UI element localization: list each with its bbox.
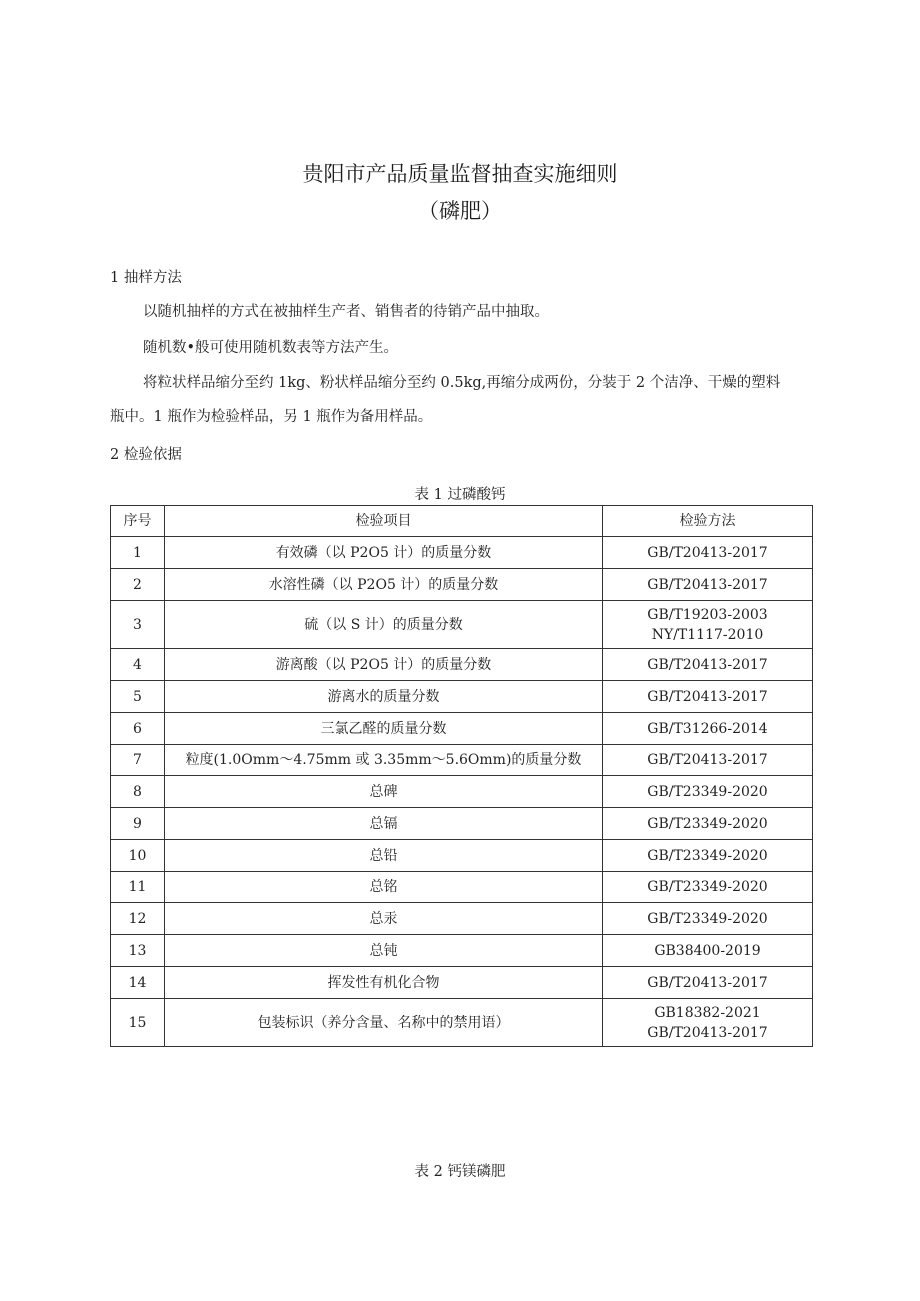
- cell-inspection-item: 有效磷（以 P2O5 计）的质量分数: [165, 537, 603, 569]
- method-standard: GB/T23349-2020: [647, 910, 768, 927]
- method-standard: NY/T1117-2010: [651, 626, 764, 643]
- table-row: [111, 537, 813, 569]
- method-standard: GB/T23349-2020: [647, 815, 768, 832]
- cell-serial-number: 9: [111, 808, 165, 840]
- cell-inspection-item: 总铭: [165, 872, 603, 903]
- document-title: 贵阳市产品质量监督抽查实施细则: [302, 162, 618, 186]
- inspection-table: [110, 505, 813, 1047]
- paragraph-random-number: 随机数•般可使用随机数表等方法产生。: [143, 340, 399, 356]
- table-row: [111, 999, 813, 1047]
- cell-serial-number: 5: [111, 681, 165, 713]
- table-row: [111, 903, 813, 935]
- method-standard: GB/T19203-2003: [647, 606, 768, 623]
- cell-inspection-method: [603, 745, 813, 776]
- cell-serial-number: 8: [111, 776, 165, 808]
- method-standard: GB/T20413-2017: [647, 656, 768, 673]
- table-row: [111, 808, 813, 840]
- method-standard: GB/T23349-2020: [647, 847, 768, 864]
- table-body: [111, 537, 813, 1047]
- method-standard: GB/T31266-2014: [647, 720, 768, 737]
- cell-inspection-item: 三氯乙醛的质量分数: [165, 713, 603, 745]
- cell-serial-number: 11: [111, 872, 165, 903]
- table-row: [111, 569, 813, 601]
- section-2-heading: 2 检验依据: [110, 447, 182, 463]
- cell-inspection-item: 总镉: [165, 808, 603, 840]
- method-standard: GB/T20413-2017: [647, 752, 768, 768]
- cell-inspection-item: 总铅: [165, 840, 603, 872]
- cell-inspection-method: [603, 649, 813, 681]
- cell-inspection-method: [603, 776, 813, 808]
- table-row: [111, 681, 813, 713]
- paragraph-sample-bottles: 瓶中。1 瓶作为检验样品，另 1 瓶作为备用样品。: [110, 409, 433, 425]
- cell-inspection-item: 总汞: [165, 903, 603, 935]
- cell-inspection-method: [603, 840, 813, 872]
- cell-inspection-item: 总碑: [165, 776, 603, 808]
- cell-serial-number: 1: [111, 537, 165, 569]
- cell-inspection-method: [603, 903, 813, 935]
- table-row: [111, 649, 813, 681]
- table-row: [111, 601, 813, 649]
- cell-inspection-item: 游离水的质量分数: [165, 681, 603, 713]
- cell-inspection-item: 硫（以 S 计）的质量分数: [165, 601, 603, 649]
- cell-serial-number: 7: [111, 745, 165, 776]
- cell-inspection-method: [603, 601, 813, 649]
- cell-inspection-item: 粒度(1.0Omm～4.75mm 或 3.35mm～5.6Omm)的质量分数: [165, 745, 603, 776]
- header-inspection-item: 检验项目: [165, 506, 603, 537]
- method-standard: GB/T20413-2017: [647, 1024, 768, 1041]
- cell-inspection-method: [603, 967, 813, 999]
- table-row: [111, 713, 813, 745]
- cell-inspection-item: 挥发性有机化合物: [165, 967, 603, 999]
- method-standard: GB/T20413-2017: [647, 688, 768, 705]
- method-standard: GB/T20413-2017: [647, 544, 768, 561]
- cell-inspection-item: 总钝: [165, 935, 603, 967]
- cell-inspection-method: [603, 569, 813, 601]
- method-standard: GB/T23349-2020: [647, 879, 768, 895]
- header-inspection-method: 检验方法: [603, 506, 813, 537]
- table-row: [111, 840, 813, 872]
- table-row: [111, 745, 813, 776]
- cell-inspection-method: [603, 872, 813, 903]
- cell-inspection-item: 包装标识（养分含量、名称中的禁用语）: [165, 999, 603, 1047]
- table-row: [111, 935, 813, 967]
- table-2-caption: 表 2 钙镁磷肥: [414, 1164, 506, 1180]
- table-1-caption: 表 1 过磷酸钙: [414, 487, 506, 503]
- cell-inspection-item: 游离酸（以 P2O5 计）的质量分数: [165, 649, 603, 681]
- cell-serial-number: 15: [111, 999, 165, 1047]
- method-standard: GB38400-2019: [654, 942, 761, 959]
- cell-serial-number: 12: [111, 903, 165, 935]
- method-standard: GB/T23349-2020: [647, 783, 768, 800]
- method-standard: GB/T20413-2017: [647, 974, 768, 991]
- table-row: [111, 872, 813, 903]
- method-standard: GB18382-2021: [654, 1004, 761, 1021]
- cell-serial-number: 3: [111, 601, 165, 649]
- section-1-heading: 1 抽样方法: [110, 270, 182, 286]
- method-standard: GB/T20413-2017: [647, 576, 768, 593]
- cell-inspection-method: [603, 713, 813, 745]
- cell-inspection-method: [603, 537, 813, 569]
- cell-serial-number: 2: [111, 569, 165, 601]
- table-row: [111, 776, 813, 808]
- cell-inspection-method: [603, 808, 813, 840]
- table-header-row: [111, 506, 813, 537]
- cell-serial-number: 6: [111, 713, 165, 745]
- cell-inspection-method: [603, 935, 813, 967]
- cell-inspection-item: 水溶性磷（以 P2O5 计）的质量分数: [165, 569, 603, 601]
- document-subtitle: （磷肥）: [418, 199, 502, 223]
- cell-inspection-method: [603, 681, 813, 713]
- paragraph-sample-division: 将粒状样品缩分至约 1kg、粉状样品缩分至约 0.5kg,再缩分成两份，分装于 2 个洁净、干燥的塑料: [143, 375, 781, 391]
- cell-serial-number: 13: [111, 935, 165, 967]
- cell-serial-number: 14: [111, 967, 165, 999]
- cell-inspection-method: [603, 999, 813, 1047]
- cell-serial-number: 4: [111, 649, 165, 681]
- paragraph-sampling-method: 以随机抽样的方式在被抽样生产者、销售者的待销产品中抽取。: [143, 304, 549, 320]
- table-row: [111, 967, 813, 999]
- header-serial-number: 序号: [111, 506, 165, 537]
- cell-serial-number: 10: [111, 840, 165, 872]
